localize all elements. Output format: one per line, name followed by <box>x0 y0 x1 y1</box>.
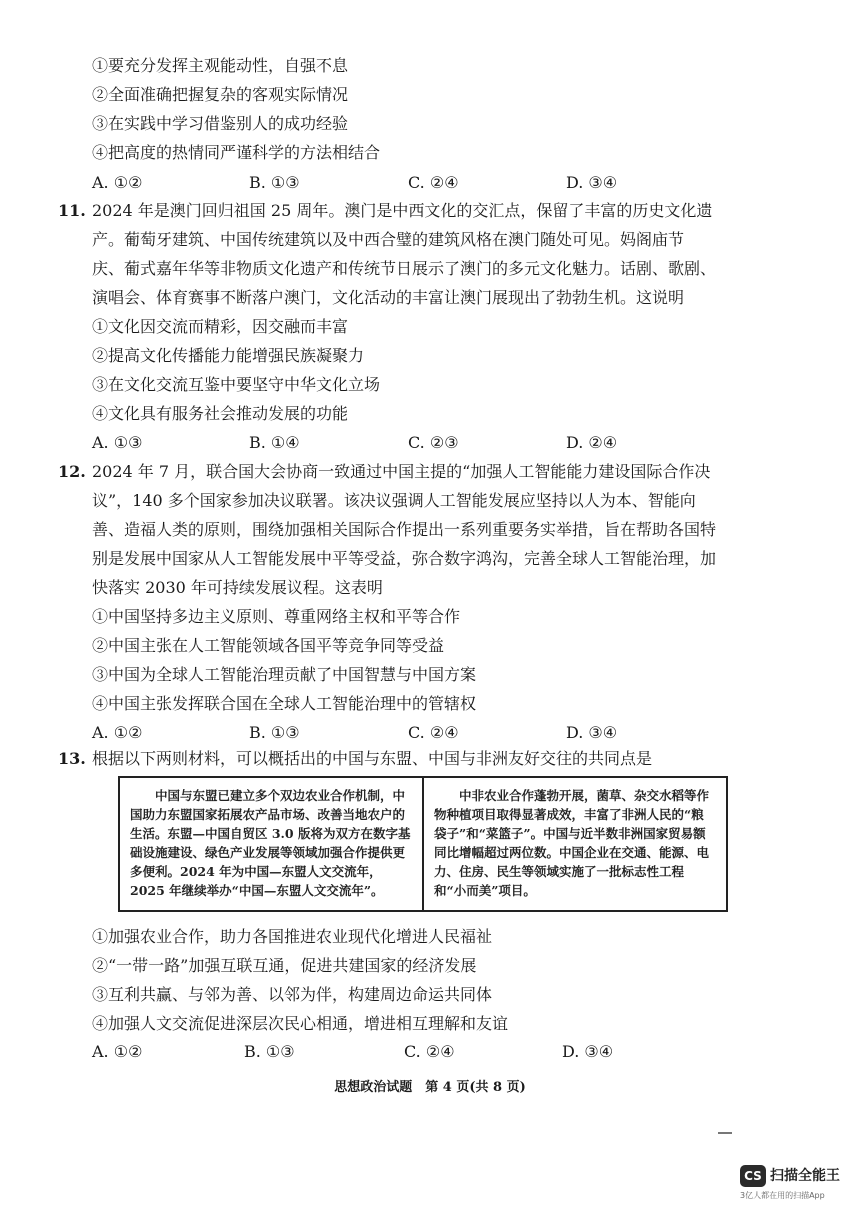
q11-option-d: D. ②④ <box>566 433 618 452</box>
watermark-name: 扫描全能王 <box>770 1168 840 1184</box>
watermark-tagline: 3亿人都在用的扫描App <box>740 1191 825 1200</box>
q11-item-1: ①文化因交流而精彩，因交融而丰富 <box>92 317 349 336</box>
q11-stem-line-4: 演唱会、体育赛事不断落户澳门，文化活动的丰富让澳门展现出了勃勃生机。这说明 <box>92 288 685 307</box>
q11-item-3: ③在文化交流互鉴中要坚守中华文化立场 <box>92 375 381 394</box>
q12-stem-line-3: 善、造福人类的原则，围绕加强相关国际合作提出一系列重要务实举措，旨在帮助各国特 <box>92 520 717 539</box>
q13-option-d: D. ③④ <box>562 1042 614 1061</box>
q10-option-c: C. ②④ <box>408 173 459 192</box>
camscanner-logo-icon: CS <box>740 1165 766 1187</box>
q10-option-d: D. ③④ <box>566 173 618 192</box>
q13-item-3: ③互利共赢、与邻为善、以邻为伴，构建周边命运共同体 <box>92 985 493 1004</box>
q10-option-b: B. ①③ <box>249 173 300 192</box>
q11-option-c: C. ②③ <box>408 433 459 452</box>
q12-option-a: A. ①② <box>92 723 143 742</box>
q13-option-c: C. ②④ <box>404 1042 455 1061</box>
q11-stem-line-1: 2024 年是澳门回归祖国 25 周年。澳门是中西文化的交汇点，保留了丰富的历史文化遗 <box>92 201 713 220</box>
q12-option-c: C. ②④ <box>408 723 459 742</box>
q13-material-africa: 中非农业合作蓬勃开展，菌草、杂交水稻等作物种植项目取得显著成效，丰富了非洲人民的“粮袋子”和“菜篮子”。中国与近半数非洲国家贸易额同比增幅超过两位数。中国企业在交通、能源、电力、住房、民生等领域实施了一批标志性工程和“小而美”项目。 <box>434 788 710 898</box>
q10-item-3: ③在实践中学习借鉴别人的成功经验 <box>92 114 349 133</box>
q10-option-a: A. ①② <box>92 173 143 192</box>
q12-stem-line-5: 快落实 2030 年可持续发展议程。这表明 <box>92 578 383 597</box>
q12-stem-line-1: 2024 年 7 月，联合国大会协商一致通过中国主提的“加强人工智能能力建设国际合作决 <box>92 462 711 481</box>
q10-item-2: ②全面准确把握复杂的客观实际情况 <box>92 85 349 104</box>
q13-option-b: B. ①③ <box>244 1042 295 1061</box>
q13-item-2: ②“一带一路”加强互联互通，促进共建国家的经济发展 <box>92 956 477 975</box>
q12-item-3: ③中国为全球人工智能治理贡献了中国智慧与中国方案 <box>92 665 477 684</box>
scanner-watermark <box>740 1165 850 1209</box>
q11-option-b: B. ①④ <box>249 433 300 452</box>
q11-item-2: ②提高文化传播能力能增强民族凝聚力 <box>92 346 365 365</box>
q12-number: 12. <box>58 462 86 481</box>
q11-number: 11. <box>58 201 86 220</box>
q12-item-4: ④中国主张发挥联合国在全球人工智能治理中的管辖权 <box>92 694 477 713</box>
q12-stem-line-2: 议”，140 多个国家参加决议联署。该决议强调人工智能发展应坚持以人为本、智能向 <box>92 491 696 510</box>
q12-stem-line-4: 别是发展中国家从人工智能发展中平等受益，弥合数字鸿沟，完善全球人工智能治理，加 <box>92 549 717 568</box>
q12-option-b: B. ①③ <box>249 723 300 742</box>
q13-number: 13. <box>58 749 86 768</box>
q11-item-4: ④文化具有服务社会推动发展的功能 <box>92 404 349 423</box>
q11-stem-line-3: 庆、葡式嘉年华等非物质文化遗产和传统节日展示了澳门的多元文化魅力。话剧、歌剧、 <box>92 259 717 278</box>
page-footer: 思想政治试题 第 4 页(共 8 页) <box>334 1080 526 1095</box>
q13-item-4: ④加强人文交流促进深层次民心相通，增进相互理解和友谊 <box>92 1014 509 1033</box>
q10-item-1: ①要充分发挥主观能动性，自强不息 <box>92 56 349 75</box>
q11-stem-line-2: 产。葡萄牙建筑、中国传统建筑以及中西合璧的建筑风格在澳门随处可见。妈阁庙节 <box>92 230 685 249</box>
q13-material-table <box>118 776 728 912</box>
q11-option-a: A. ①③ <box>92 433 143 452</box>
q13-material-asean: 中国与东盟已建立多个双边农业合作机制，中国助力东盟国家拓展农产品市场、改善当地农户的生活。东盟—中国自贸区 3.0 版将为双方在数字基础设施建设、绿色产业发展等领域加强合作提供更多便利。2024 年为中国—东盟人文交流年，2025 年继续举办“中国—东盟人文交流年”。 <box>120 778 424 910</box>
q12-option-d: D. ③④ <box>566 723 618 742</box>
q13-option-a: A. ①② <box>92 1042 143 1061</box>
q10-item-4: ④把高度的热情同严谨科学的方法相结合 <box>92 143 381 162</box>
q12-item-1: ①中国坚持多边主义原则、尊重网络主权和平等合作 <box>92 607 461 626</box>
q13-item-1: ①加强农业合作，助力各国推进农业现代化增进人民福祉 <box>92 927 493 946</box>
q13-stem: 根据以下两则材料，可以概括出的中国与东盟、中国与非洲友好交往的共同点是 <box>92 749 653 768</box>
q12-item-2: ②中国主张在人工智能领域各国平等竞争同等受益 <box>92 636 445 655</box>
scan-mark <box>718 1132 732 1134</box>
